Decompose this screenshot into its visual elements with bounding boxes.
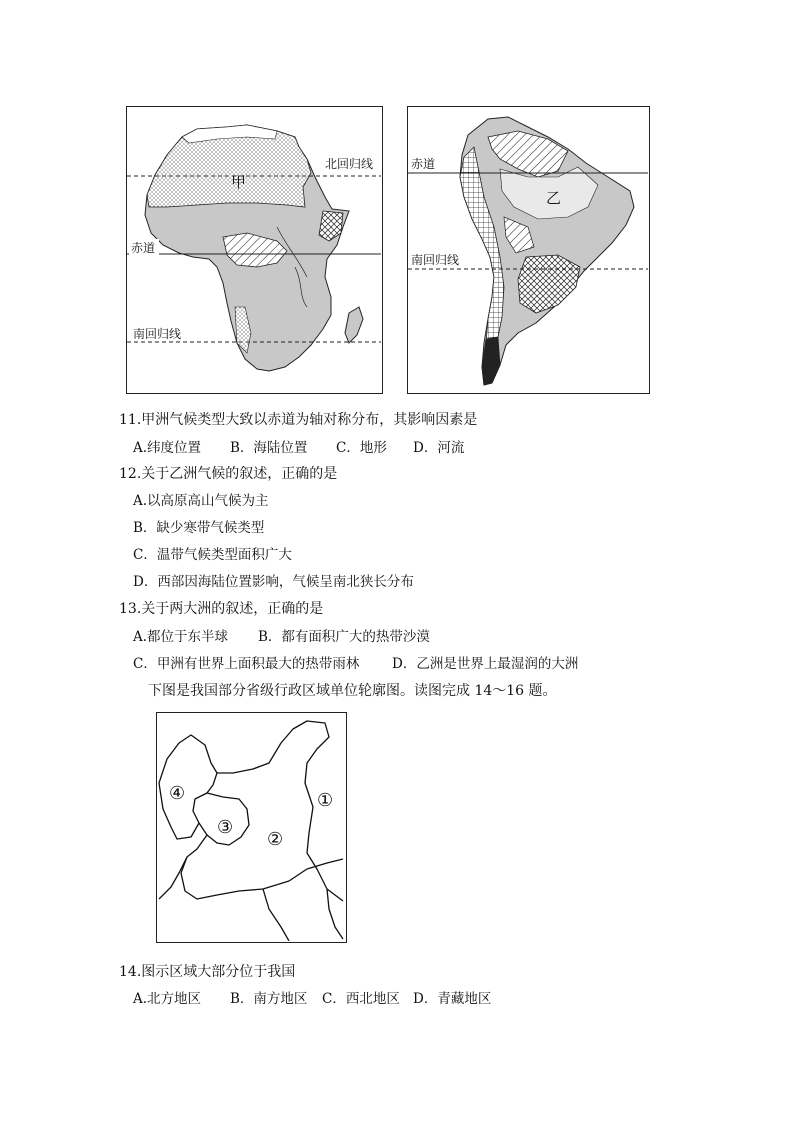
q11-stem: 11.甲洲气候类型大致以赤道为轴对称分布，其影响因素是 — [119, 412, 478, 428]
q11-option-b: B．海陆位置 — [230, 440, 308, 456]
region-label-4: ④ — [169, 783, 186, 804]
south-america-map — [408, 107, 648, 392]
africa-map — [127, 107, 381, 392]
madagascar — [345, 307, 363, 343]
sa-equator-label: 赤道 — [411, 157, 436, 171]
region-label-3: ③ — [217, 817, 234, 838]
q14-option-a: A.北方地区 — [133, 991, 202, 1007]
q14-option-b: B．南方地区 — [230, 991, 308, 1007]
province-map — [157, 713, 345, 941]
africa-tropic-capricorn-label: 南回归线 — [133, 327, 182, 341]
q13-option-d: D．乙洲是世界上最湿润的大洲 — [392, 656, 579, 672]
sa-tropic-capricorn-label: 南回归线 — [411, 253, 460, 267]
q12-stem: 12.关于乙洲气候的叙述，正确的是 — [119, 466, 338, 482]
q11-option-c: C．地形 — [336, 440, 387, 456]
q13-option-c: C．甲洲有世界上面积最大的热带雨林 — [133, 656, 360, 672]
q12-option-b: B．缺少寒带气候类型 — [133, 520, 265, 536]
q11-option-d: D．河流 — [413, 440, 465, 456]
province-map-frame — [156, 712, 347, 943]
africa-region-label: 甲 — [231, 173, 247, 191]
q14-option-d: D．青藏地区 — [413, 991, 492, 1007]
region-label-2: ② — [267, 829, 284, 850]
q13-stem: 13.关于两大洲的叙述，正确的是 — [119, 601, 324, 617]
region-label-1: ① — [317, 790, 334, 811]
q14-stem: 14.图示区域大部分位于我国 — [119, 964, 296, 980]
q13-option-b: B．都有面积广大的热带沙漠 — [258, 629, 430, 645]
q12-option-d: D．西部因海陆位置影响，气候呈南北狭长分布 — [133, 574, 414, 590]
south-america-map-frame — [407, 106, 650, 394]
q14-option-c: C．西北地区 — [322, 991, 400, 1007]
africa-map-frame — [126, 106, 383, 394]
sa-region-label: 乙 — [546, 189, 562, 207]
intro-text: 下图是我国部分省级行政区域单位轮廓图。读图完成 14～16 题。 — [148, 683, 557, 699]
q13-option-a: A.都位于东半球 — [133, 629, 229, 645]
africa-tropic-cancer-label: 北回归线 — [325, 157, 374, 171]
africa-equator-label: 赤道 — [131, 241, 156, 255]
q12-option-a: A.以高原高山气候为主 — [133, 493, 269, 509]
q11-option-a: A.纬度位置 — [133, 440, 202, 456]
q12-option-c: C．温带气候类型面积广大 — [133, 547, 292, 563]
